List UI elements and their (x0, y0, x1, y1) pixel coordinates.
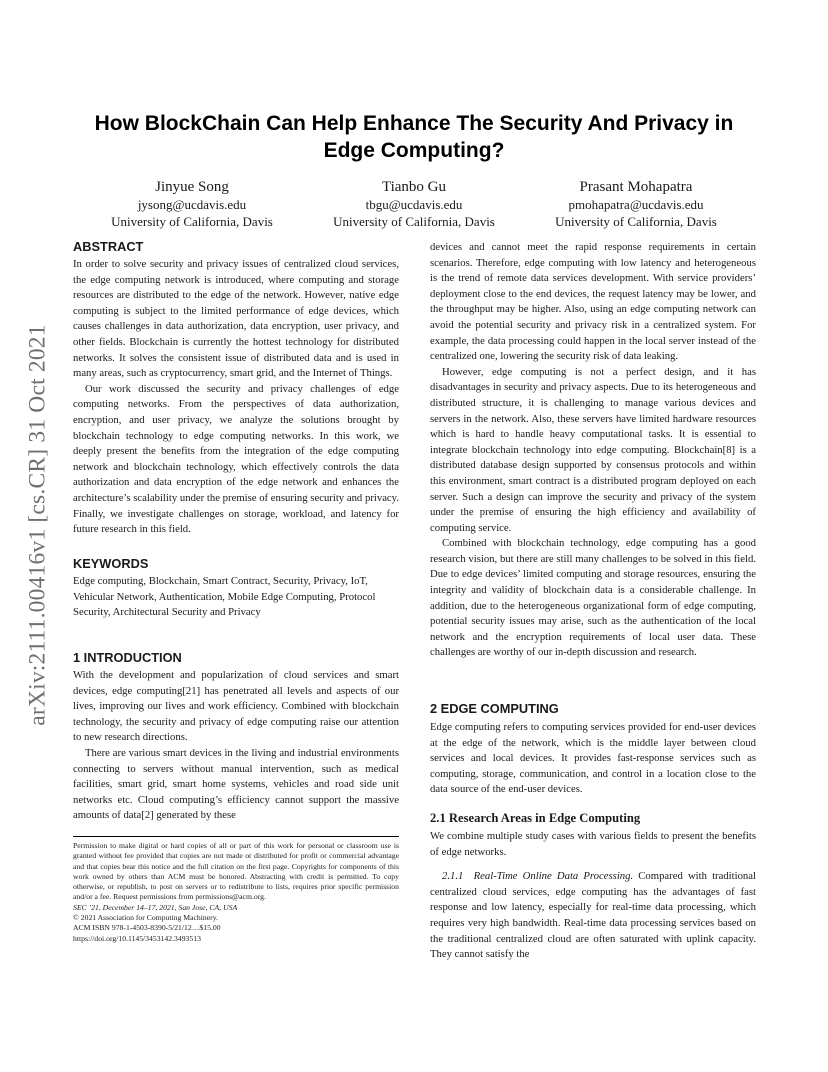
subsection-number: 2.1.1 (442, 870, 464, 883)
introduction-section (73, 650, 399, 824)
subsection-title: Real-Time Online Data Processing. (473, 870, 634, 883)
author-name: Jinyue Song (155, 179, 229, 195)
edge-computing-paragraph: Edge computing refers to computing services provided for end-user devices at the edge of the network, which is the middle layer between cloud services and local devices. It provides fast-response services such as computing, storage, communication, and control in a location close to the data source of the end-user devices. (430, 721, 756, 796)
subsection-2-1-1 (430, 869, 756, 963)
edge-computing-heading: 2 EDGE COMPUTING (430, 701, 559, 716)
intro-continued-paragraph-3: Combined with blockchain technology, edge computing has a good research vision, but there are still many challenges to be solved in this field. Due to edge devices’ limited computing and storage resources, ensuring the integrity and validity of blockchain data is a considerable challenge. In addition, due to the heterogeneous organizational form of edge computing, potential security issues may arise, such as the authentication of the local network and the encryption requirements of local user data. These challenges are worthy of our in-depth discussion and research. (430, 537, 756, 659)
author-affiliation: University of California, Davis (111, 213, 273, 229)
subsection-text: Compared with traditional centralized cloud services, edge computing has the advantages of fast response and low latency, especially for real-time data processing, which requires very high bandwidth. Real-time data processing services based on the traditional centralized cloud are often saturated with uplink capacity. They cannot satisfy the (430, 870, 756, 961)
copyright-footnote (73, 836, 399, 944)
author-email: pmohapatra@ucdavis.edu (568, 197, 704, 212)
doi-line: https://doi.org/10.1145/3453142.3493513 (73, 933, 201, 943)
author-email: tbgu@ucdavis.edu (365, 197, 463, 212)
arxiv-identifier: arXiv:2111.00416v1 [cs.CR] 31 Oct 2021 (24, 324, 51, 726)
author-name: Prasant Mohapatra (579, 179, 693, 195)
abstract-paragraph-2: Our work discussed the security and privacy challenges of edge computing networks. From the perspectives of data authorization, encryption, and user privacy, we analyze the solutions brought by blockchain technology to edge computing networks. In this work, we deeply present the benefits from the integration of the edge computing network and blockchain technology, which effectively controls the data authorization and data encryption of the edge network and enhances the architecture’s scalability under the premise of ensuring security and privacy. Finally, we investigate challenges on storage, workload, and latency for future research in this field. (73, 382, 399, 536)
title-line-1: How BlockChain Can Help Enhance The Security And Privacy in (94, 112, 734, 135)
introduction-paragraph-1: With the development and popularization of cloud services and smart devices, edge computing[21] has penetrated all levels and aspects of our lives, improving our lives and work efficiency. Combined with blockchain technology, the security and privacy of edge computing raise our attention to new research directions. (73, 669, 399, 744)
research-areas-section (430, 810, 756, 963)
abstract-heading: ABSTRACT (73, 239, 144, 254)
introduction-heading: 1 INTRODUCTION (73, 650, 182, 665)
edge-computing-section (430, 701, 756, 798)
intro-continued (430, 240, 756, 661)
author-name: Tianbo Gu (381, 179, 447, 195)
keywords-section (73, 556, 399, 621)
author-email: jysong@ucdavis.edu (137, 197, 247, 212)
author-1 (77, 178, 307, 230)
research-areas-heading: 2.1 Research Areas in Edge Computing (430, 811, 641, 825)
footnote-divider (73, 836, 399, 837)
paper-title (72, 110, 756, 164)
author-affiliation: University of California, Davis (555, 213, 717, 229)
venue-line: SEC ’21, December 14–17, 2021, San Jose, CA, USA (73, 902, 238, 912)
abstract-section (73, 239, 399, 538)
permission-notice: Permission to make digital or hard copies of all or part of this work for personal or classroom use is granted without fee provided that copies are not made or distributed for profit or commercial advantage and that copies bear this notice and the full citation on the first page. Copyrights for components of this work owned by others than ACM must be honored. Abstracting with credit is permitted. To copy otherwise, or republish, to post on servers or to redistribute to lists, requires prior specific permission and/or a fee. Request permissions from permissions@acm.org. (73, 841, 399, 902)
author-2 (299, 178, 529, 230)
title-line-2: Edge Computing? (323, 139, 505, 162)
keywords-heading: KEYWORDS (73, 556, 149, 571)
intro-continued-paragraph-2: However, edge computing is not a perfect design, and it has disadvantages in security and privacy aspects. Due to its heterogeneous and distributed structure, it is challenging to manage various devices and servers in the network. Also, these servers have limited hardware resources which is hard to handle heavy computational tasks. It is essential to integrate blockchain technology into edge computing. Blockchain[8] is a distributed database design supported by consensus protocols and within this environment, smart contract is a distributed program deployed on each server. Such a design can improve the security and privacy of the system under the premise of ensuring the high efficiency and availability of computing service. (430, 365, 756, 534)
introduction-paragraph-2: There are various smart devices in the living and industrial environments connecting to servers without manual intervention, such as medical facilities, smart grid, smart home systems, vehicles and road side unit networks etc. Cloud computing’s efficiency cannot support the massive amounts of data[2] generated by these (73, 746, 399, 822)
author-affiliation: University of California, Davis (333, 213, 495, 229)
abstract-paragraph-1: In order to solve security and privacy issues of centralized cloud services, the edge computing network is introduced, where computing and storage resources are distributed to the edge of the network. However, native edge computing is subject to the limited performance of edge devices, which causes challenges in data authorization, data encryption, user privacy, and other fields. Blockchain is currently the hottest technology for distributed networks. It solves the consistent issue of distributed data and is used in many areas, such as cryptocurrency, smart grid, and the Internet of Things. (73, 258, 399, 380)
keywords-text: Edge computing, Blockchain, Smart Contract, Security, Privacy, IoT, Vehicular Network, Authentication, Mobile Edge Computing, Protocol Security, Architectural Security and Privacy (73, 575, 376, 619)
isbn-line: ACM ISBN 978-1-4503-8390-5/21/12…$15.00 (73, 923, 221, 933)
research-areas-intro: We combine multiple study cases with various fields to present the benefits of edge networks. (430, 830, 756, 858)
author-3 (521, 178, 751, 230)
intro-continued-paragraph-1: devices and cannot meet the rapid response requirements in certain scenarios. Therefore, edge computing with low latency and heterogeneous is the trend of remote data services development. With service providers’ deployment close to the end devices, the request latency may be lower, and the throughput may be higher. Also, using an edge computing network can avoid the potential security and privacy risk in a centralized system. For example, the data processing could happen in the local server instead of the centralized one, lowering the security risk of data leaking. (430, 241, 756, 363)
copyright-line: © 2021 Association for Computing Machinery. (73, 913, 218, 923)
